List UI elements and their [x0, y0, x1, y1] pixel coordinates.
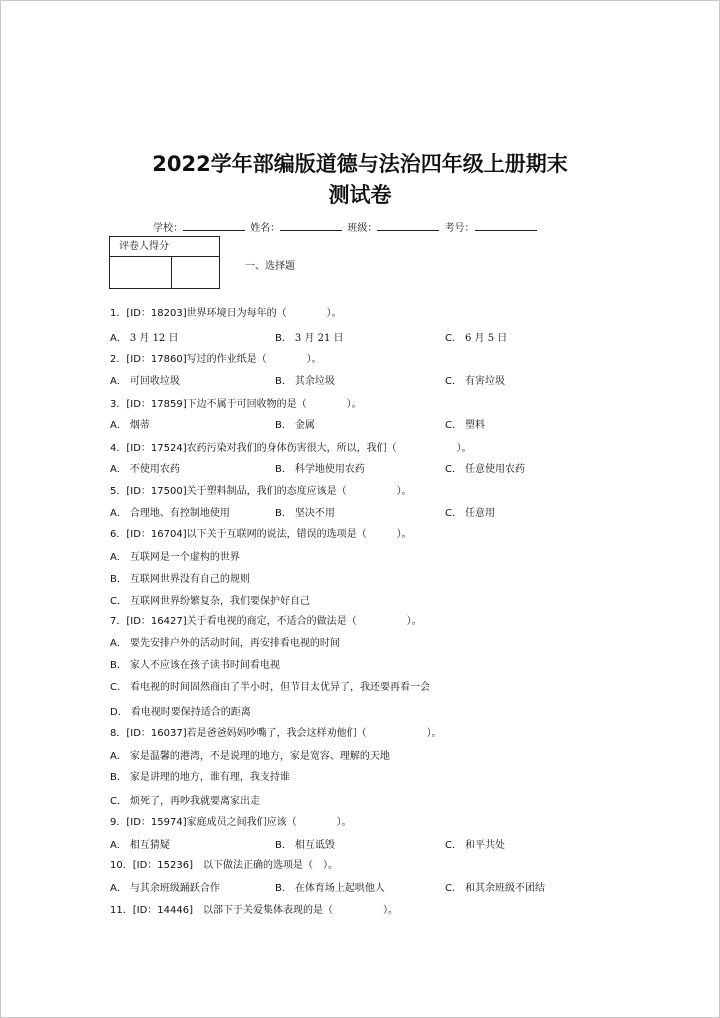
option-letter: C． — [445, 333, 462, 344]
option-b — [275, 375, 335, 389]
question-4 — [110, 442, 472, 456]
option-letter: B． — [275, 376, 292, 387]
class-blank — [377, 221, 439, 231]
student-info-line — [153, 219, 539, 234]
option-b — [275, 839, 335, 853]
score-table-divider — [171, 257, 172, 288]
option-text: 看电视时要保持适合的距离 — [130, 707, 251, 718]
page-title-line-1: 2022学年部编版道德与法治四年级上册期末 — [152, 152, 568, 176]
question-text: 家庭成员之间我们应该（ ）。 — [186, 817, 352, 828]
option-text: 6 月 5 日 — [464, 333, 508, 344]
question-text: 世界环境日为每年的（ ）。 — [186, 308, 342, 319]
class-label: 班级： — [347, 223, 378, 234]
section-heading: 一、选择题 — [245, 261, 295, 272]
option-c — [445, 419, 485, 433]
option-c — [110, 795, 260, 809]
name-label: 姓名： — [250, 223, 281, 234]
question-number: 1．[ID：18203] — [110, 308, 187, 319]
option-text: 其余垃圾 — [294, 376, 335, 387]
option-b — [110, 771, 290, 785]
question-number: 6．[ID：16704] — [110, 529, 187, 540]
question-8 — [110, 727, 442, 741]
option-text: 不使用农药 — [129, 464, 180, 475]
option-text: 与其余班级踊跃合作 — [129, 883, 220, 894]
option-b — [275, 463, 365, 477]
exam-no-blank — [475, 221, 537, 231]
option-text: 相互猜疑 — [129, 840, 170, 851]
option-letter: B． — [275, 464, 292, 475]
question-text: 下边不属于可回收物的是（ ）。 — [186, 399, 362, 410]
score-table — [109, 236, 220, 289]
option-letter: C． — [445, 508, 462, 519]
score-table-header: 评卷人得分 — [110, 237, 219, 257]
option-letter: A． — [110, 840, 127, 851]
option-letter: B． — [275, 883, 292, 894]
school-blank — [183, 221, 245, 231]
option-b — [110, 659, 280, 673]
option-b — [275, 507, 335, 521]
option-d — [110, 706, 251, 720]
option-c — [110, 681, 430, 695]
option-a — [110, 375, 180, 389]
option-text: 互联网是一个虚构的世界 — [129, 552, 240, 563]
question-number: 8．[ID：16037] — [110, 728, 187, 739]
question-2 — [110, 353, 322, 367]
option-c — [445, 839, 505, 853]
option-letter: C． — [110, 796, 127, 807]
option-c — [445, 375, 505, 389]
page-title-line-2: 测试卷 — [328, 183, 392, 207]
option-letter: A． — [110, 638, 127, 649]
option-a — [110, 637, 340, 651]
question-text: 若是爸爸妈妈吵嘴了，我会这样劝他们（ ）。 — [186, 728, 442, 739]
option-text: 和其余班级不团结 — [464, 883, 545, 894]
option-c — [445, 463, 525, 477]
question-text: 写过的作业纸是（ ）。 — [186, 354, 322, 365]
option-letter: C． — [110, 682, 127, 693]
question-number: 11．[ID：14446] — [110, 905, 193, 916]
name-blank — [280, 221, 342, 231]
option-c — [445, 332, 507, 346]
option-text: 任意使用农药 — [464, 464, 525, 475]
option-text: 在体育场上起哄他人 — [294, 883, 385, 894]
option-letter: C． — [445, 840, 462, 851]
option-text: 有害垃圾 — [464, 376, 505, 387]
question-number: 10．[ID：15236] — [110, 860, 193, 871]
question-text: 农药污染对我们的身体伤害很大，所以，我们（ ）。 — [186, 443, 472, 454]
question-number: 7．[ID：16427] — [110, 616, 187, 627]
option-letter: B． — [110, 574, 127, 585]
option-a — [110, 882, 220, 896]
question-number: 2．[ID：17860] — [110, 354, 187, 365]
option-text: 烟蒂 — [129, 420, 150, 431]
option-letter: C． — [445, 420, 462, 431]
option-text: 金属 — [294, 420, 315, 431]
option-text: 可回收垃圾 — [129, 376, 180, 387]
option-text: 家是温馨的港湾，不是说理的地方，家是宽容、理解的天地 — [129, 751, 390, 762]
option-letter: B． — [110, 660, 127, 671]
option-c — [110, 595, 310, 609]
option-letter: B． — [275, 508, 292, 519]
option-a — [110, 551, 240, 565]
option-text: 3 月 12 日 — [129, 333, 179, 344]
option-letter: A． — [110, 376, 127, 387]
option-letter: C． — [445, 376, 462, 387]
option-letter: C． — [445, 464, 462, 475]
option-text: 烦死了，再吵我就要离家出走 — [129, 796, 260, 807]
option-letter: C． — [445, 883, 462, 894]
option-text: 看电视的时间固然商由了半小时，但节目太优异了，我还要再看一会 — [129, 682, 430, 693]
option-letter: B． — [275, 420, 292, 431]
option-letter: A． — [110, 333, 127, 344]
question-9 — [110, 816, 352, 830]
question-number: 3．[ID：17859] — [110, 399, 187, 410]
question-number: 9．[ID：15974] — [110, 817, 187, 828]
option-b — [275, 332, 344, 346]
option-text: 家是讲理的地方，谁有理，我支持谁 — [129, 772, 290, 783]
option-b — [275, 882, 385, 896]
option-text: 家人不应该在孩子读书时间看电视 — [129, 660, 280, 671]
option-letter: A． — [110, 751, 127, 762]
question-number: 4．[ID：17524] — [110, 443, 187, 454]
option-text: 合理地、有控制地使用 — [129, 508, 230, 519]
question-1 — [110, 307, 342, 321]
question-text: 关于看电视的商定，不适合的做法是（ ）。 — [186, 616, 422, 627]
option-letter: A． — [110, 883, 127, 894]
question-text: 以下做法正确的选项是（ ）。 — [193, 860, 338, 871]
question-11 — [110, 904, 398, 918]
option-text: 塑料 — [464, 420, 485, 431]
option-text: 相互诋毁 — [294, 840, 335, 851]
exam-no-label: 考号： — [444, 223, 475, 234]
question-6 — [110, 528, 412, 542]
option-a — [110, 750, 390, 764]
question-text: 以下关于互联网的说法，错误的选项是（ ）。 — [186, 529, 412, 540]
option-text: 3 月 21 日 — [294, 333, 344, 344]
option-c — [445, 882, 545, 896]
question-text: 关于塑料制品，我们的态度应该是（ ）。 — [186, 486, 412, 497]
option-text: 互联网世界没有自己的规则 — [129, 574, 250, 585]
option-letter: B． — [110, 772, 127, 783]
question-3 — [110, 398, 362, 412]
option-text: 科学地使用农药 — [294, 464, 365, 475]
option-letter: D． — [110, 707, 128, 718]
option-a — [110, 463, 180, 477]
option-a — [110, 507, 230, 521]
option-letter: A． — [110, 508, 127, 519]
option-text: 任意用 — [464, 508, 495, 519]
option-a — [110, 419, 150, 433]
question-10 — [110, 859, 338, 873]
option-letter: A． — [110, 464, 127, 475]
option-text: 和平共处 — [464, 840, 505, 851]
option-letter: A． — [110, 420, 127, 431]
option-a — [110, 332, 178, 346]
option-c — [445, 507, 495, 521]
question-5 — [110, 485, 412, 499]
option-letter: B． — [275, 333, 292, 344]
option-text: 要先安排户外的活动时间，再安排看电视的时间 — [129, 638, 340, 649]
option-letter: B． — [275, 840, 292, 851]
option-text: 坚决不用 — [294, 508, 335, 519]
option-letter: A． — [110, 552, 127, 563]
question-number: 5．[ID：17500] — [110, 486, 187, 497]
option-b — [275, 419, 315, 433]
option-text: 互联网世界纷繁复杂，我们要保护好自己 — [129, 596, 310, 607]
question-7 — [110, 615, 422, 629]
school-label: 学校： — [153, 223, 183, 234]
option-b — [110, 573, 250, 587]
option-a — [110, 839, 170, 853]
question-text: 以部下于关爱集体表现的是（ ）。 — [193, 905, 398, 916]
option-letter: C． — [110, 596, 127, 607]
